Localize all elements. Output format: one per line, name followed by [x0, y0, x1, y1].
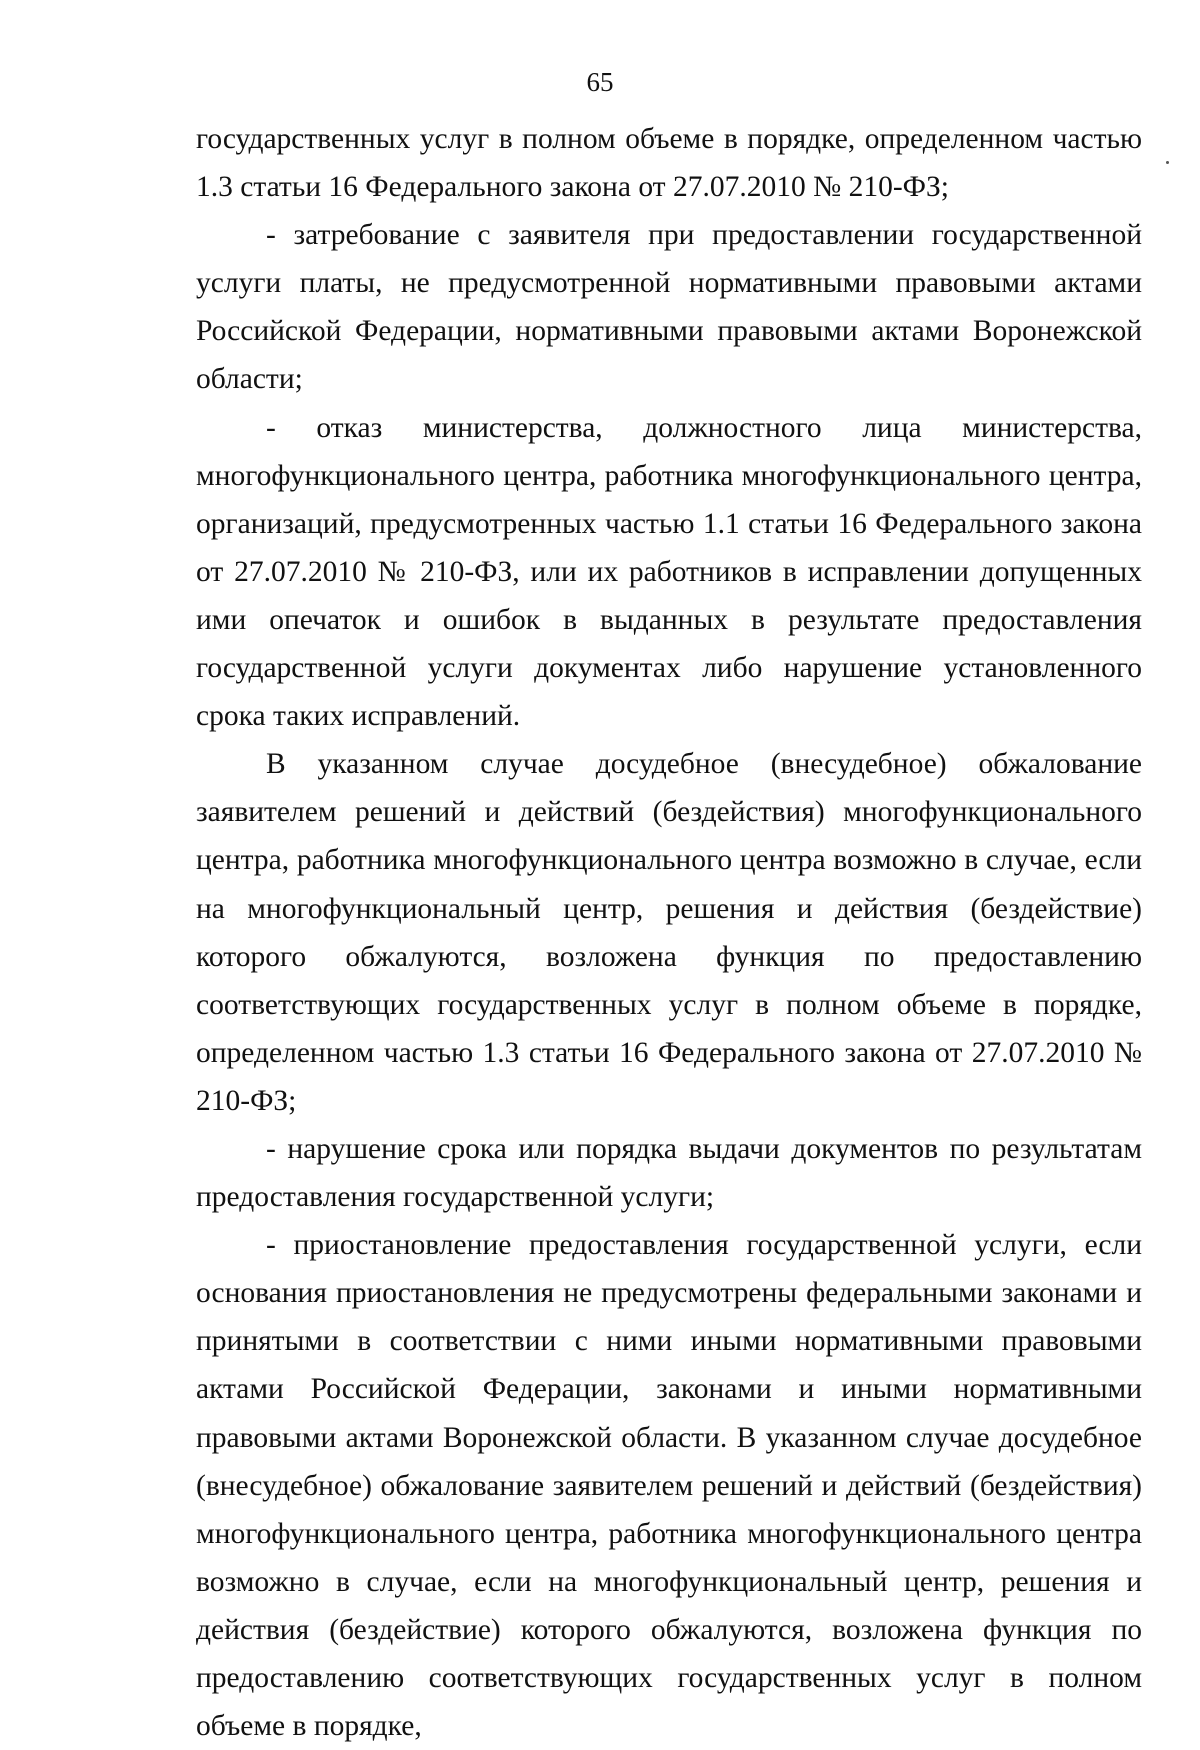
scan-speck — [1166, 161, 1169, 164]
paragraph-suspension: - приостановление предоставления государственной услуги, если основания приостановления не предусмотрены федеральными законами и принятыми в соответствии с ними иными нормативными правовыми актами Российской Федерации, законами и иными нормативными правовыми актами Воронежской области. В указанном случае досудебное (внесудебное) обжалование заявителем решений и действий (бездействия) многофункционального центра, работника многофункционального центра возможно в случае, если на многофункциональный центр, решения и действия (бездействие) которого обжалуются, возложена функция по предоставлению соответствующих государственных услуг в полном объеме в порядке, — [196, 1229, 1142, 1743]
paragraph-refusal-to-correct: - отказ министерства, должностного лица министерства, многофункционального центра, работника многофункционального центра, организаций, предусмотренных частью 1.1 статьи 16 Федерального закона от 27.07.2010 № 210-ФЗ, или их работников в исправлении допущенных ими опечаток и ошибок в выданных в результате предоставления государственной услуги документах либо нарушение установленного срока таких исправлений. — [196, 411, 1142, 733]
paragraph-mfc-appeal: В указанном случае досудебное (внесудебное) обжалование заявителем решений и действий (бездействия) многофункционального центра, работника многофункционального центра возможно в случае, если на многофункциональный центр, решения и действия (бездействие) которого обжалуются, возложена функция по предоставлению соответствующих государственных услуг в полном объеме в порядке, определенном частью 1.3 статьи 16 Федерального закона от 27.07.2010 № 210-ФЗ; — [196, 748, 1142, 1117]
paragraph-issue-violation: - нарушение срока или порядка выдачи документов по результатам предоставления государственной услуги; — [196, 1132, 1142, 1214]
document-body — [196, 115, 1142, 1750]
paragraph-continuation: государственных услуг в полном объеме в порядке, определенном частью 1.3 статьи 16 Федерального закона от 27.07.2010 № 210-ФЗ; — [196, 123, 1142, 204]
page-number: 65 — [586, 67, 614, 97]
paragraph-fee-requirement: - затребование с заявителя при предоставлении государственной услуги платы, не предусмотренной нормативными правовыми актами Российской Федерации, нормативными правовыми актами Воронежской области; — [196, 219, 1142, 396]
